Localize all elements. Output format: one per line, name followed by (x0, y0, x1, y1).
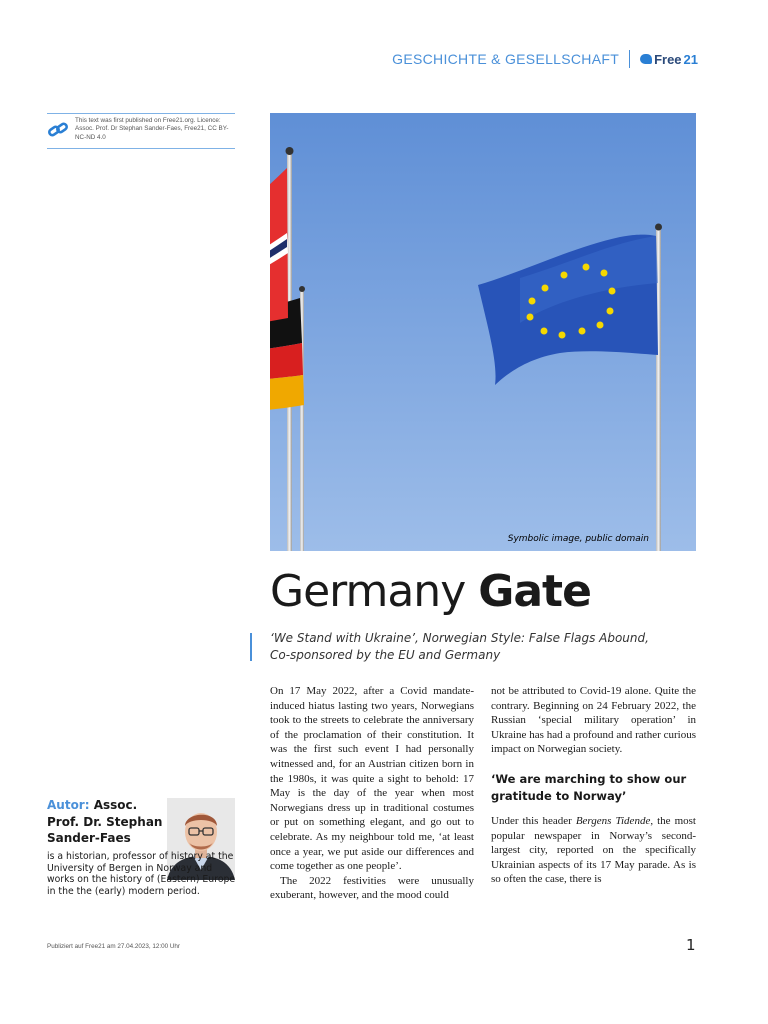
section-label: GESCHICHTE & GESELLSCHAFT (392, 51, 620, 67)
body-column-2 (491, 684, 696, 887)
author-label: Autor: (47, 798, 90, 812)
paragraph-text: , the most popular newspaper in Norway’s second-largest city, reported on the specifically Ukrainian aspects of its 17 May parade. As is so often the case, there is (491, 814, 696, 886)
body-column-1 (270, 684, 474, 903)
licence-note (47, 113, 235, 149)
subtitle-line-2: Co-sponsored by the EU and Germany (270, 648, 501, 662)
author-bio: is a historian, professor of history at the University of Bergen in Norway and works on the history of (Eastern) Europe in the the (early) modern period. (47, 851, 236, 897)
author-name: Assoc. Prof. Dr. Stephan Sander-Faes (47, 798, 163, 845)
brand-name: Free (654, 51, 682, 67)
paragraph: not be attributed to Covid-19 alone. Quite the contrary. Beginning on 24 February 2022, the Russian ‘special military operation’ in Ukraine has had a profound and rather curious impact on Norwegian society. (491, 685, 696, 756)
page-header (392, 50, 698, 68)
subtitle-accent-bar (250, 633, 252, 661)
author-box (47, 797, 167, 847)
paragraph: On 17 May 2022, after a Covid mandate-induced hiatus lasting two years, Norwegians took to the streets to celebrate the anniversary of the proclamation of their constitution. It was the first such event I had personally witnessed and, for an Austrian citizen born in the 1980s, it was quite a sight to behold: 17 May is the day of the year when most Norwegians dress up in traditional costumes or put on something elegant, and go out to celebrate. As my neighbour told me, ‘at least once a year, we put aside our differences and come together as one people’. (270, 685, 474, 873)
title-bold: Gate (478, 566, 591, 617)
newspaper-name: Bergens Tidende (575, 814, 651, 827)
licence-text: This text was first published on Free21.org. Licence: Assoc. Prof. Dr Stephan Sander-Faes, Free21, CC BY-NC-ND 4.0 (75, 117, 229, 141)
article-subtitle (270, 630, 690, 664)
title-light: Germany (270, 566, 466, 617)
link-icon[interactable] (47, 117, 69, 144)
free21-logo-icon (640, 54, 652, 64)
paragraph: The 2022 festivities were unusually exuberant, however, and the mood could (270, 874, 474, 902)
section-heading: ‘We are marching to show our gratitude to Norway’ (491, 771, 687, 803)
flags-photo (270, 113, 696, 551)
header-divider (629, 50, 630, 68)
publication-note: Publiziert auf Free21 am 27.04.2023, 12:00 Uhr (47, 943, 181, 950)
paragraph (491, 814, 696, 887)
paragraph-text: Under this header (491, 814, 576, 827)
article-title (270, 566, 591, 617)
page-number: 1 (686, 936, 696, 954)
brand-number: 21 (683, 51, 698, 67)
brand-logo[interactable] (640, 52, 698, 67)
subtitle-line-1: ‘We Stand with Ukraine’, Norwegian Style: False Flags Abound, (270, 631, 649, 645)
photo-caption: Symbolic image, public domain (507, 534, 649, 544)
